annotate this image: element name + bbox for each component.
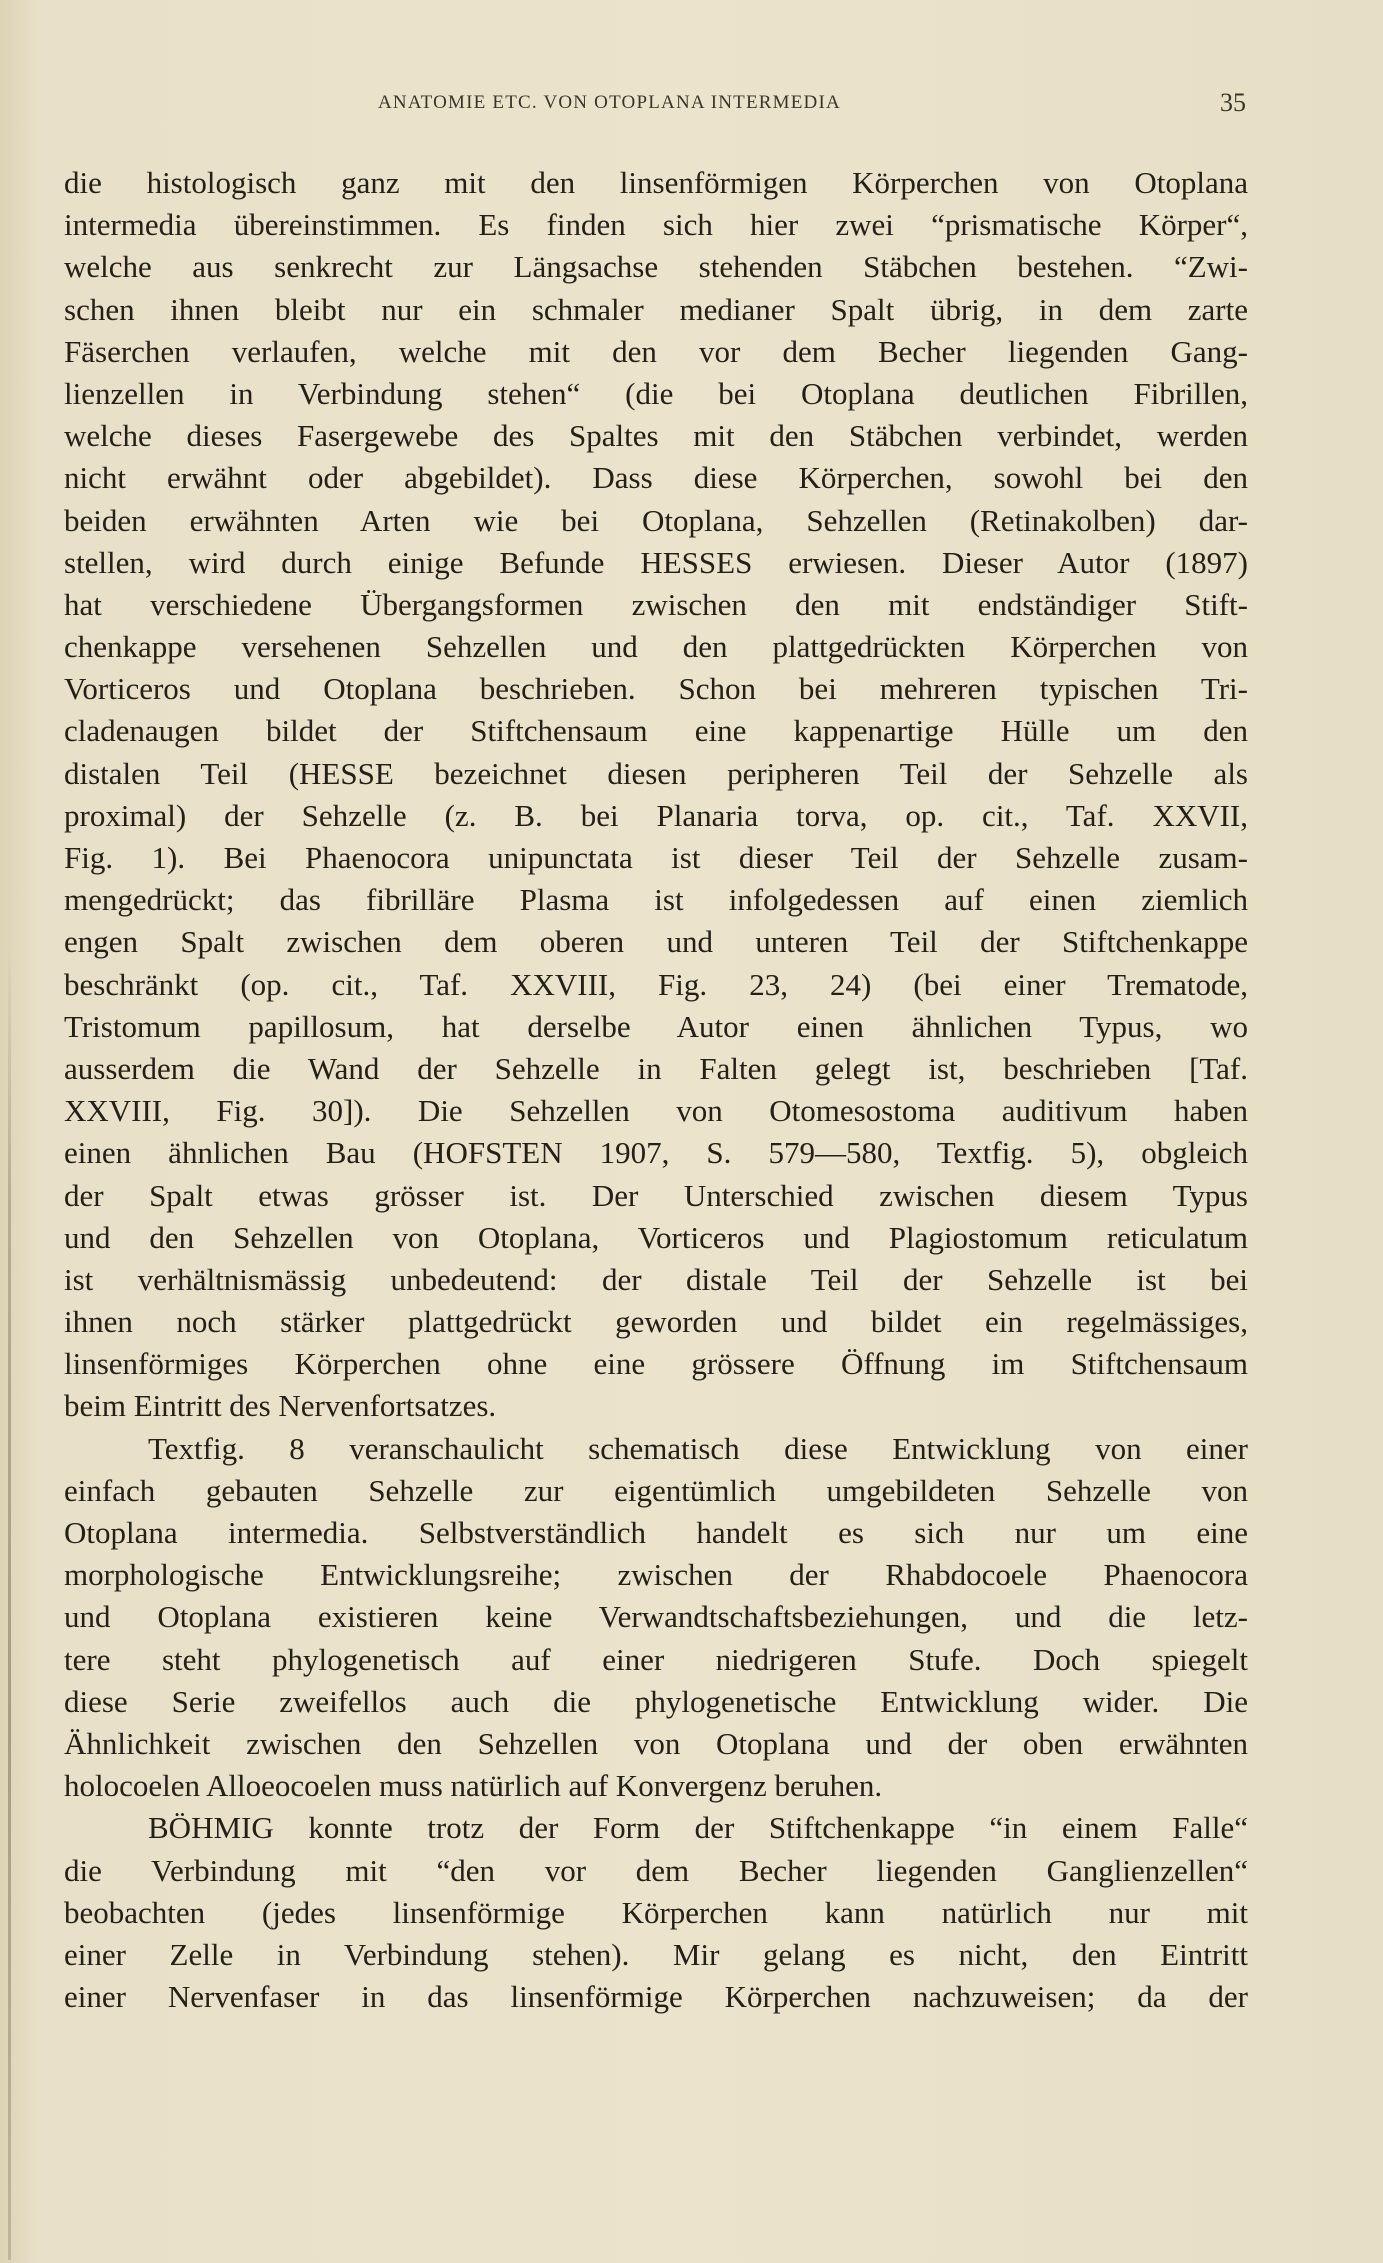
text-line: die Verbindung mit “den vor dem Becher liegenden Ganglienzellen“	[64, 1852, 1248, 1888]
text-line: stellen, wird durch einige Befunde HESSES erwiesen. Dieser Autor (1897)	[64, 544, 1248, 580]
text-line: und den Sehzellen von Otoplana, Vorticeros und Plagiostomum reticulatum	[64, 1219, 1248, 1255]
text-line: tere steht phylogenetisch auf einer niedrigeren Stufe. Doch spiegelt	[64, 1641, 1248, 1677]
text-line: lienzellen in Verbindung stehen“ (die bei Otoplana deutlichen Fibrillen,	[64, 375, 1248, 411]
text-line: morphologische Entwicklungsreihe; zwischen der Rhabdocoele Phaenocora	[64, 1557, 1248, 1593]
text-line: beim Eintritt des Nervenfortsatzes.	[64, 1388, 497, 1424]
text-line: schen ihnen bleibt nur ein schmaler medianer Spalt übrig, in dem zarte	[64, 291, 1248, 327]
page-header	[378, 88, 1246, 122]
text-line: Tristomum papillosum, hat derselbe Autor einen ähnlichen Typus, wo	[64, 1008, 1248, 1044]
text-line: Otoplana intermedia. Selbstverständlich handelt es sich nur um eine	[64, 1515, 1248, 1550]
text-line: BÖHMIG konnte trotz der Form der Stiftchenkappe “in einem Falle“	[148, 1810, 1248, 1846]
running-title: ANATOMIE ETC. VON OTOPLANA INTERMEDIA	[378, 92, 841, 113]
text-line: beiden erwähnten Arten wie bei Otoplana, Sehzellen (Retinakolben) dar-	[64, 502, 1248, 538]
text-line: chenkappe versehenen Sehzellen und den plattgedrückten Körperchen von	[64, 629, 1248, 665]
text-line: einfach gebauten Sehzelle zur eigentümlich umgebildeten Sehzelle von	[64, 1472, 1248, 1508]
text-line: proximal) der Sehzelle (z. B. bei Planaria torva, op. cit., Taf. XXVII,	[64, 797, 1248, 833]
text-line: und Otoplana existieren keine Verwandtschaftsbeziehungen, und die letz-	[64, 1599, 1248, 1635]
text-line: holocoelen Alloeocoelen muss natürlich auf Konvergenz beruhen.	[64, 1768, 883, 1804]
text-line: welche aus senkrecht zur Längsachse stehenden Stäbchen bestehen. “Zwi-	[64, 249, 1248, 285]
text-line: Ähnlichkeit zwischen den Sehzellen von Otoplana und der oben erwähnten	[64, 1725, 1248, 1761]
text-line: Textfig. 8 veranschaulicht schematisch diese Entwicklung von einer	[148, 1430, 1248, 1466]
text-line: ihnen noch stärker plattgedrückt geworden und bildet ein regelmässiges,	[64, 1304, 1248, 1340]
text-line: beschränkt (op. cit., Taf. XXVIII, Fig. 23, 24) (bei einer Trematode,	[64, 966, 1248, 1002]
text-line: mengedrückt; das fibrilläre Plasma ist infolgedessen auf einen ziemlich	[64, 882, 1248, 918]
text-line: der Spalt etwas grösser ist. Der Unterschied zwischen diesem Typus	[64, 1177, 1248, 1213]
text-line: intermedia übereinstimmen. Es finden sich hier zwei “prismatische Körper“,	[64, 207, 1248, 243]
page-number: 35	[1220, 88, 1246, 117]
text-line: cladenaugen bildet der Stiftchensaum eine kappenartige Hülle um den	[64, 713, 1248, 749]
text-line: Fig. 1). Bei Phaenocora unipunctata ist dieser Teil der Sehzelle zusam-	[64, 840, 1248, 875]
text-line: XXVIII, Fig. 30]). Die Sehzellen von Otomesostoma auditivum haben	[64, 1093, 1248, 1129]
text-line: einen ähnlichen Bau (HOFSTEN 1907, S. 579—580, Textfig. 5), obgleich	[64, 1135, 1248, 1171]
text-line: diese Serie zweifellos auch die phylogenetische Entwicklung wider. Die	[64, 1683, 1248, 1719]
text-line: Fäserchen verlaufen, welche mit den vor dem Becher liegenden Gang-	[64, 333, 1248, 369]
text-line: beobachten (jedes linsenförmige Körperchen kann natürlich nur mit	[64, 1894, 1248, 1930]
text-line: distalen Teil (HESSE bezeichnet diesen peripheren Teil der Sehzelle als	[64, 755, 1248, 791]
text-line: Vorticeros und Otoplana beschrieben. Schon bei mehreren typischen Tri-	[64, 671, 1248, 707]
binding-shadow	[8, 940, 11, 2260]
text-line: einer Nervenfaser in das linsenförmige Körperchen nachzuweisen; da der	[64, 1979, 1248, 2015]
body-text	[64, 162, 1248, 2018]
text-line: welche dieses Fasergewebe des Spaltes mit den Stäbchen verbindet, werden	[64, 418, 1248, 454]
text-line: ausserdem die Wand der Sehzelle in Falten gelegt ist, beschrieben [Taf.	[64, 1050, 1248, 1086]
text-line: nicht erwähnt oder abgebildet). Dass diese Körperchen, sowohl bei den	[64, 460, 1248, 496]
text-line: einer Zelle in Verbindung stehen). Mir gelang es nicht, den Eintritt	[64, 1936, 1248, 1972]
text-line: die histologisch ganz mit den linsenförmigen Körperchen von Otoplana	[64, 165, 1248, 200]
text-line: hat verschiedene Übergangsformen zwischen den mit endständiger Stift-	[64, 586, 1248, 622]
text-line: engen Spalt zwischen dem oberen und unteren Teil der Stiftchenkappe	[64, 924, 1248, 960]
text-line: linsenförmiges Körperchen ohne eine grössere Öffnung im Stiftchensaum	[64, 1346, 1248, 1382]
text-line: ist verhältnismässig unbedeutend: der distale Teil der Sehzelle ist bei	[64, 1261, 1248, 1297]
